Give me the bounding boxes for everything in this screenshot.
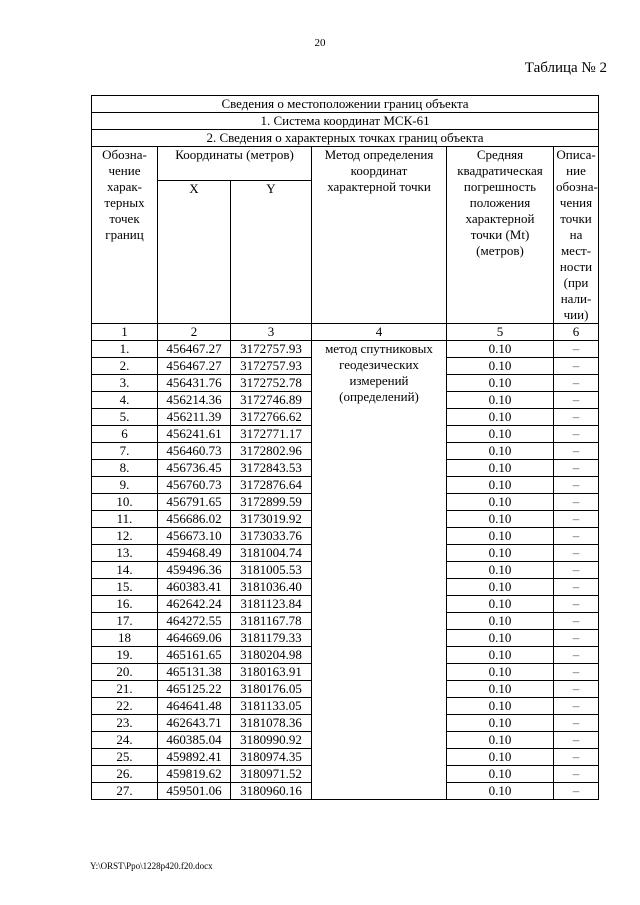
table-row: [92, 341, 599, 358]
coordinate-y: 3180990.92: [231, 732, 312, 749]
coordinate-y: 3181123.84: [231, 596, 312, 613]
coordinate-x: 464669.06: [158, 630, 231, 647]
point-number: 27.: [92, 783, 158, 800]
coordinate-x: 465125.22: [158, 681, 231, 698]
column-number-row: [92, 324, 599, 341]
coordinate-x: 456791.65: [158, 494, 231, 511]
description-value: –: [554, 579, 599, 596]
accuracy-value: 0.10: [447, 511, 554, 528]
header-description: Описа- ние обозна- чения точки на мест- ности (при нали- чии): [554, 147, 599, 324]
accuracy-value: 0.10: [447, 443, 554, 460]
header-point-designation: Обозна- чение харак- терных точек границ: [92, 147, 158, 324]
description-value: –: [554, 749, 599, 766]
accuracy-value: 0.10: [447, 613, 554, 630]
point-number: 8.: [92, 460, 158, 477]
header-coordinates: Координаты (метров): [158, 147, 312, 181]
coordinate-y: 3172766.62: [231, 409, 312, 426]
point-number: 14.: [92, 562, 158, 579]
page-number: 20: [314, 37, 326, 49]
header-x: X: [158, 181, 231, 324]
description-value: –: [554, 358, 599, 375]
column-number-5: 5: [447, 324, 554, 341]
accuracy-value: 0.10: [447, 375, 554, 392]
description-value: –: [554, 698, 599, 715]
accuracy-value: 0.10: [447, 749, 554, 766]
description-value: –: [554, 392, 599, 409]
method-cell: метод спутниковых геодезических измерений (определений): [312, 341, 447, 800]
point-number: 23.: [92, 715, 158, 732]
point-number: 6: [92, 426, 158, 443]
accuracy-value: 0.10: [447, 766, 554, 783]
description-value: –: [554, 375, 599, 392]
coordinate-x: 456760.73: [158, 477, 231, 494]
header-method: Метод определения координат характерной точки: [312, 147, 447, 324]
description-value: –: [554, 562, 599, 579]
coordinate-y: 3180971.52: [231, 766, 312, 783]
description-value: –: [554, 426, 599, 443]
description-value: –: [554, 630, 599, 647]
point-number: 7.: [92, 443, 158, 460]
accuracy-value: 0.10: [447, 494, 554, 511]
coordinate-y: 3172802.96: [231, 443, 312, 460]
point-number: 16.: [92, 596, 158, 613]
description-value: –: [554, 783, 599, 800]
point-number: 1.: [92, 341, 158, 358]
accuracy-value: 0.10: [447, 562, 554, 579]
coordinates-table: [91, 95, 599, 800]
coordinate-x: 462642.24: [158, 596, 231, 613]
column-number-4: 4: [312, 324, 447, 341]
description-value: –: [554, 545, 599, 562]
description-value: –: [554, 341, 599, 358]
point-number: 21.: [92, 681, 158, 698]
coordinate-x: 465161.65: [158, 647, 231, 664]
coordinate-x: 456460.73: [158, 443, 231, 460]
point-number: 5.: [92, 409, 158, 426]
column-number-2: 2: [158, 324, 231, 341]
accuracy-value: 0.10: [447, 545, 554, 562]
section-title: Сведения о местоположении границ объекта: [92, 96, 599, 113]
description-value: –: [554, 613, 599, 630]
coordinate-y: 3181005.53: [231, 562, 312, 579]
accuracy-value: 0.10: [447, 460, 554, 477]
coordinate-x: 462643.71: [158, 715, 231, 732]
accuracy-value: 0.10: [447, 715, 554, 732]
coordinate-x: 459496.36: [158, 562, 231, 579]
accuracy-value: 0.10: [447, 358, 554, 375]
header-y: Y: [231, 181, 312, 324]
point-number: 9.: [92, 477, 158, 494]
accuracy-value: 0.10: [447, 426, 554, 443]
coordinate-x: 464641.48: [158, 698, 231, 715]
accuracy-value: 0.10: [447, 664, 554, 681]
coordinate-x: 456736.45: [158, 460, 231, 477]
coordinate-x: 459819.62: [158, 766, 231, 783]
section-title-row: [92, 96, 599, 113]
coordinate-x: 456673.10: [158, 528, 231, 545]
coordinate-y: 3181179.33: [231, 630, 312, 647]
subsection-title-row: [92, 130, 599, 147]
point-number: 18: [92, 630, 158, 647]
accuracy-value: 0.10: [447, 732, 554, 749]
coordinate-y: 3180974.35: [231, 749, 312, 766]
coordinate-y: 3172899.59: [231, 494, 312, 511]
coordinate-y: 3181078.36: [231, 715, 312, 732]
accuracy-value: 0.10: [447, 596, 554, 613]
coordinate-x: 460383.41: [158, 579, 231, 596]
accuracy-value: 0.10: [447, 630, 554, 647]
point-number: 24.: [92, 732, 158, 749]
coordinate-x: 456211.39: [158, 409, 231, 426]
coordinate-y: 3180163.91: [231, 664, 312, 681]
accuracy-value: 0.10: [447, 579, 554, 596]
point-number: 19.: [92, 647, 158, 664]
coordinate-y: 3172843.53: [231, 460, 312, 477]
point-number: 17.: [92, 613, 158, 630]
coordinate-y: 3172752.78: [231, 375, 312, 392]
system-title-row: [92, 113, 599, 130]
point-number: 3.: [92, 375, 158, 392]
point-number: 20.: [92, 664, 158, 681]
point-number: 4.: [92, 392, 158, 409]
coordinate-x: 464272.55: [158, 613, 231, 630]
coordinate-y: 3172746.89: [231, 392, 312, 409]
description-value: –: [554, 477, 599, 494]
point-number: 10.: [92, 494, 158, 511]
point-number: 22.: [92, 698, 158, 715]
coordinate-x: 456467.27: [158, 341, 231, 358]
description-value: –: [554, 681, 599, 698]
description-value: –: [554, 596, 599, 613]
coordinate-y: 3180960.16: [231, 783, 312, 800]
description-value: –: [554, 460, 599, 477]
coordinate-x: 465131.38: [158, 664, 231, 681]
coordinate-x: 456686.02: [158, 511, 231, 528]
coordinate-y: 3173033.76: [231, 528, 312, 545]
description-value: –: [554, 766, 599, 783]
coordinate-y: 3181036.40: [231, 579, 312, 596]
coordinate-x: 459892.41: [158, 749, 231, 766]
accuracy-value: 0.10: [447, 783, 554, 800]
coordinate-y: 3172876.64: [231, 477, 312, 494]
coordinate-x: 459501.06: [158, 783, 231, 800]
accuracy-value: 0.10: [447, 409, 554, 426]
accuracy-value: 0.10: [447, 477, 554, 494]
point-number: 2.: [92, 358, 158, 375]
description-value: –: [554, 647, 599, 664]
coordinate-x: 460385.04: [158, 732, 231, 749]
coordinate-x: 456431.76: [158, 375, 231, 392]
accuracy-value: 0.10: [447, 528, 554, 545]
coordinate-y: 3180176.05: [231, 681, 312, 698]
coordinate-y: 3181167.78: [231, 613, 312, 630]
coordinate-system-title: 1. Система координат МСК-61: [92, 113, 599, 130]
column-number-1: 1: [92, 324, 158, 341]
coordinate-x: 456467.27: [158, 358, 231, 375]
coordinate-y: 3172757.93: [231, 341, 312, 358]
subsection-title: 2. Сведения о характерных точках границ объекта: [92, 130, 599, 147]
footer-file-path: Y:\ORST\Ppo\1228p420.f20.docx: [90, 861, 213, 871]
accuracy-value: 0.10: [447, 647, 554, 664]
accuracy-value: 0.10: [447, 681, 554, 698]
table-title: Таблица № 2: [524, 60, 607, 76]
coordinate-x: 459468.49: [158, 545, 231, 562]
coordinate-y: 3173019.92: [231, 511, 312, 528]
coordinate-y: 3181004.74: [231, 545, 312, 562]
column-number-6: 6: [554, 324, 599, 341]
point-number: 13.: [92, 545, 158, 562]
column-number-3: 3: [231, 324, 312, 341]
accuracy-value: 0.10: [447, 392, 554, 409]
coordinate-x: 456241.61: [158, 426, 231, 443]
description-value: –: [554, 494, 599, 511]
header-row-1: [92, 147, 599, 181]
point-number: 25.: [92, 749, 158, 766]
point-number: 11.: [92, 511, 158, 528]
description-value: –: [554, 443, 599, 460]
accuracy-value: 0.10: [447, 698, 554, 715]
description-value: –: [554, 511, 599, 528]
coordinate-y: 3180204.98: [231, 647, 312, 664]
coordinate-y: 3172757.93: [231, 358, 312, 375]
point-number: 15.: [92, 579, 158, 596]
description-value: –: [554, 409, 599, 426]
description-value: –: [554, 528, 599, 545]
coordinate-y: 3172771.17: [231, 426, 312, 443]
point-number: 26.: [92, 766, 158, 783]
description-value: –: [554, 715, 599, 732]
accuracy-value: 0.10: [447, 341, 554, 358]
coordinate-x: 456214.36: [158, 392, 231, 409]
description-value: –: [554, 732, 599, 749]
description-value: –: [554, 664, 599, 681]
header-accuracy: Средняя квадратическая погрешность положения характерной точки (Mt) (метров): [447, 147, 554, 324]
coordinate-y: 3181133.05: [231, 698, 312, 715]
point-number: 12.: [92, 528, 158, 545]
